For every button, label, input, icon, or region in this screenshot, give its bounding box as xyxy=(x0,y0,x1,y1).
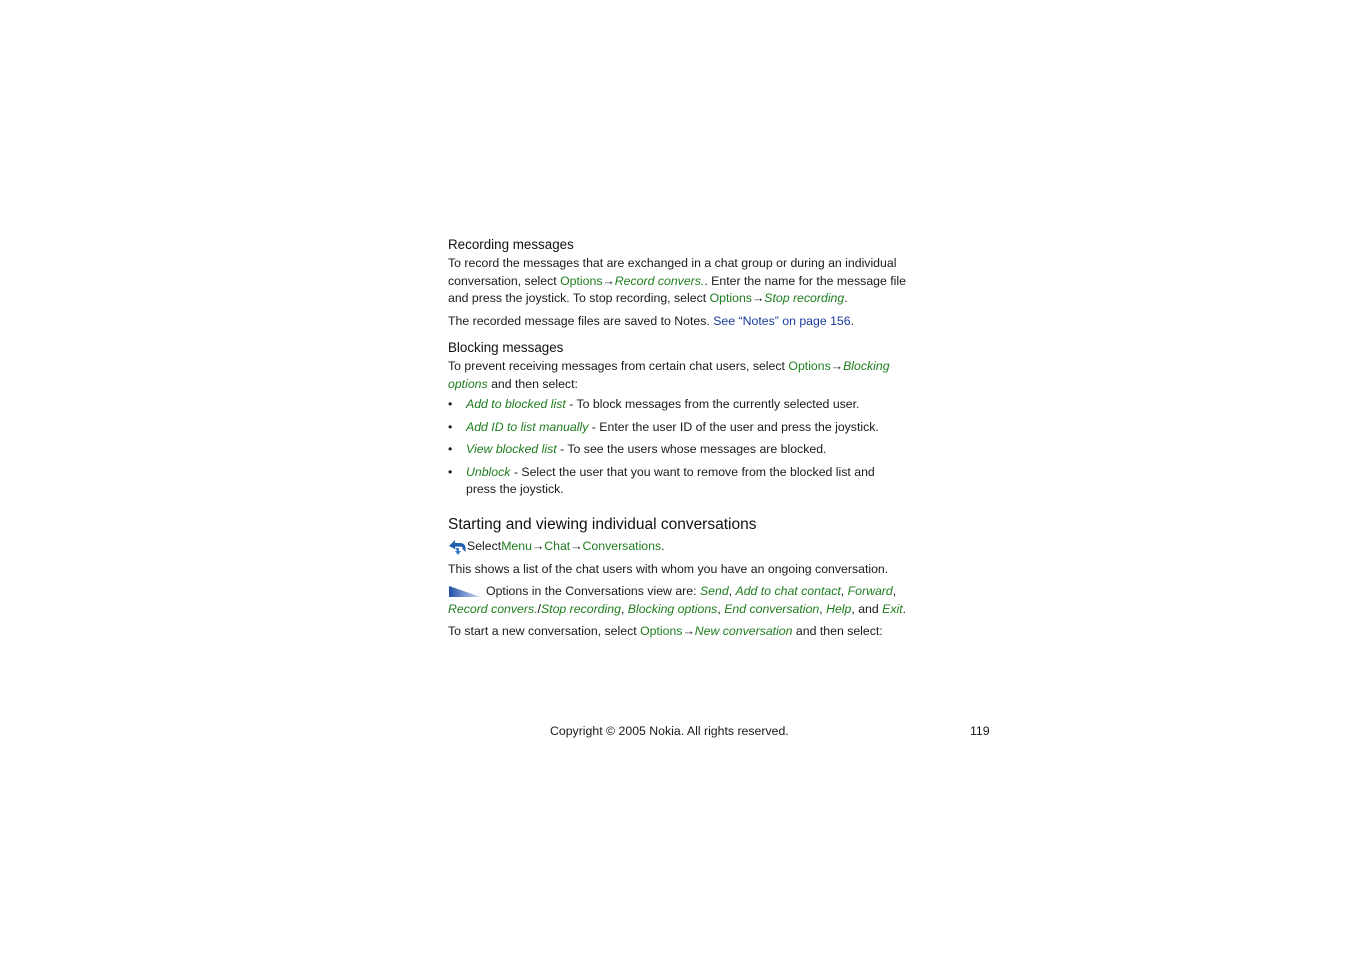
text-run: Options in the Conversations view are: xyxy=(486,584,700,598)
blocking-intro xyxy=(448,358,908,393)
notes-page-link[interactable]: See “Notes” on page 156 xyxy=(713,313,851,328)
menu-new-conversation: New conversation xyxy=(694,624,793,638)
arrow-glyph: → xyxy=(570,538,583,553)
option-help: Help xyxy=(826,601,852,616)
text-run: , xyxy=(840,584,848,598)
conversations-section xyxy=(448,515,908,641)
bullet-icon: • xyxy=(448,464,453,479)
arrow-glyph: → xyxy=(602,273,615,288)
option-forward: Forward xyxy=(847,584,893,598)
text-run: . xyxy=(661,538,665,553)
menu-options: Options xyxy=(640,624,683,638)
option-add-to-chat-contact: Add to chat contact xyxy=(735,584,841,598)
text-run: , xyxy=(892,584,897,598)
text-run: , and xyxy=(851,601,883,616)
list-item xyxy=(448,419,908,437)
blocking-list xyxy=(448,396,908,499)
menu-conversations: Conversations xyxy=(582,538,662,553)
menu-blocking-options: Blocking options xyxy=(448,359,890,391)
option-send: Send xyxy=(699,584,729,598)
text-run: , xyxy=(620,601,628,616)
option-record-convers: Record convers. xyxy=(448,601,538,616)
section-heading-conversations: Starting and viewing individual conversations xyxy=(448,515,757,533)
list-item-term: View blocked list xyxy=(466,442,557,456)
options-note xyxy=(448,583,908,618)
menu-options: Options xyxy=(560,273,603,288)
arrow-glyph: → xyxy=(830,359,844,373)
arrow-glyph: → xyxy=(751,291,765,305)
list-item-term: Unblock xyxy=(466,464,511,479)
text-run: / xyxy=(537,601,541,616)
bullet-icon: • xyxy=(448,397,453,411)
section-heading-recording: Recording messages xyxy=(448,237,574,252)
text-run: To start a new conversation, select xyxy=(448,624,641,638)
note-wedge-icon xyxy=(448,585,482,598)
list-item-desc: - To block messages from the currently selected user. xyxy=(565,397,860,411)
list-item-desc: - Select the user that you want to remove from the blocked list and press the joystick. xyxy=(466,464,875,496)
new-conversation-paragraph xyxy=(448,623,908,641)
shortcut-row xyxy=(448,538,908,556)
text-run: , xyxy=(728,584,736,598)
shortcut-arrow-icon xyxy=(448,538,467,556)
recording-notes-paragraph xyxy=(448,313,908,331)
text-run: and then select: xyxy=(792,624,883,638)
text-run: . Enter the name for the message file and press the joystick. To stop recording, select xyxy=(448,273,906,305)
text-run: . xyxy=(844,291,848,305)
arrow-glyph: → xyxy=(531,538,545,553)
list-item-term: Add ID to list manually xyxy=(466,419,589,434)
blocking-section xyxy=(448,339,908,499)
text-run: To prevent receiving messages from certain chat users, select xyxy=(448,359,789,373)
option-blocking-options: Blocking options xyxy=(627,601,718,616)
list-item-term: Add to blocked list xyxy=(466,397,566,411)
list-item xyxy=(448,396,908,414)
option-end-conversation: End conversation xyxy=(724,601,820,616)
list-item-desc: - Enter the user ID of the user and press the joystick. xyxy=(588,419,879,434)
text-run: Select xyxy=(467,538,502,553)
section-heading-blocking: Blocking messages xyxy=(448,340,564,355)
recording-paragraph xyxy=(448,255,908,308)
text-run: . xyxy=(850,313,855,328)
arrow-glyph: → xyxy=(682,624,695,638)
footer-copyright: Copyright © 2005 Nokia. All rights reserved. xyxy=(550,724,789,738)
option-exit: Exit xyxy=(882,601,903,616)
option-stop-recording: Stop recording xyxy=(540,601,621,616)
menu-options: Options xyxy=(709,291,752,305)
list-item xyxy=(448,464,908,499)
conversations-paragraph: This shows a list of the chat users with whom you have an ongoing conversation. xyxy=(448,561,889,576)
menu-options: Options xyxy=(788,359,831,373)
menu-record-convers: Record convers. xyxy=(614,273,705,288)
menu-chat: Chat xyxy=(544,538,571,553)
bullet-icon: • xyxy=(448,419,453,434)
text-run: , xyxy=(717,601,725,616)
page-number: 119 xyxy=(970,724,990,738)
text-run: . xyxy=(902,601,907,616)
text-run: To record the messages that are exchanged in a chat group or during an individual conversation, select xyxy=(448,256,897,288)
list-item xyxy=(448,441,908,459)
text-run: The recorded message files are saved to Notes. xyxy=(448,313,714,328)
menu-menu: Menu xyxy=(501,538,532,553)
list-item-desc: - To see the users whose messages are blocked. xyxy=(556,442,827,456)
text-run: , xyxy=(819,601,827,616)
text-run: and then select: xyxy=(487,376,578,391)
menu-stop-recording: Stop recording xyxy=(764,291,845,305)
bullet-icon: • xyxy=(448,442,453,456)
document-page xyxy=(448,236,908,641)
